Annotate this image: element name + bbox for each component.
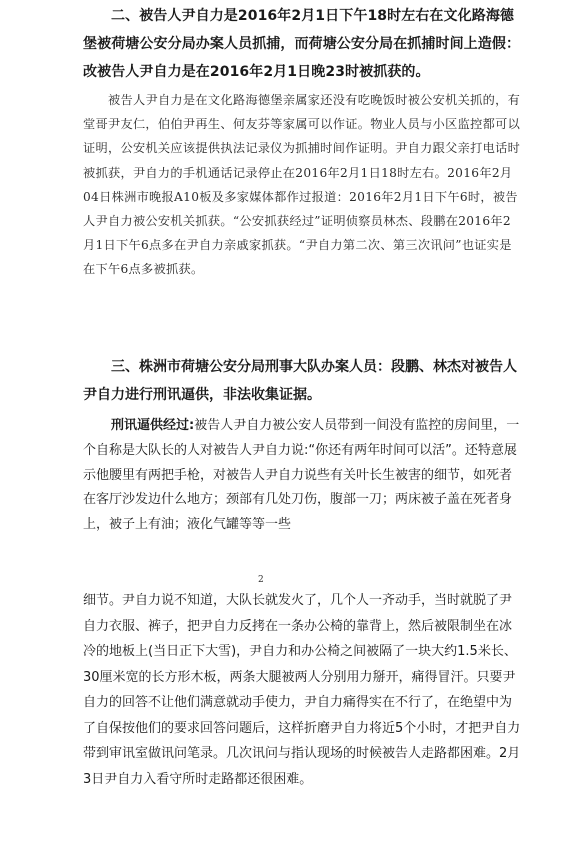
section-3-paragraph-part2: 细节。尹自力说不知道，大队长就发火了，几个人一齐动手，当时就脱了尹自力衣服、裤子，把尹自力反拷在一条办公椅的靠背上，然后被限制坐在冰冷的地板上(当日正下大雪)，尹自力和办公椅之间被隔了一块大约1.5米长、30厘米宽的长方形木板，两条大腿被两人分别用力掰开，痛得冒汗。只要尹自力的回答不让他们满意就动手使力，尹自力痛得实在不行了，在绝望中为了自保按他们的要求回答问题后，这样折磨尹自力将近5个小时，才把尹自力带到审讯室做讯问笔录。几次讯问与指认现场的时候被告人走路都困难。2月3日尹自力入看守所时走路都还很困难。 <box>83 593 521 787</box>
section-2-heading: 二、被告人尹自力是2016年2月1日下午18时左右在文化路海德堡被荷塘公安分局办案人员抓捕，而荷塘公安分局在抓捕时间上造假：改被告人尹自力是在2016年2月1日晚23时被抓获的。 <box>83 8 521 80</box>
section-2-paragraph: 被告人尹自力是在文化路海德堡亲属家还没有吃晚饭时被公安机关抓的，有堂哥尹友仁，伯伯尹再生、何友芬等家属可以作证。物业人员与小区监控都可以证明，公安机关应该提供执法记录仪为抓捕时间作证明。尹自力跟父亲打电话时被抓获，尹自力的手机通话记录停止在2016年2月1日18时左右。2016年2月04日株洲市晚报A10板及多家媒体都作过报道：2016年2月1日下午6时，被告人尹自力被公安机关抓获。“公安抓获经过”证明侦察员林杰、段鹏在2016年2月1日下午6点多在尹自力亲戚家抓获。“尹自力第二次、第三次讯问”也证实是在下午6点多被抓获。 <box>83 93 521 277</box>
section-3-text-part1: 被告人尹自力被公安人员带到一间没有监控的房间里，一个自称是大队长的人对被告人尹自力说:“你还有两年时间可以活”。还特意展示他腰里有两把手枪，对被告人尹自力说些有关叶长生被害的细节，如死者在客厅沙发边什么地方；颈部有几处刀伤，腹部一刀；两床被子盖在死者身上，被子上有油；液化气罐等等一些 <box>83 418 520 533</box>
section-3-paragraph-part1 <box>83 414 523 538</box>
page-number: 2 <box>258 575 264 585</box>
section-3-lead: 刑讯逼供经过: <box>111 418 195 433</box>
section-3-heading: 三、株洲市荷塘公安分局刑事大队办案人员：段鹏、林杰对被告人尹自力进行刑讯逼供，非法收集证据。 <box>83 359 517 403</box>
